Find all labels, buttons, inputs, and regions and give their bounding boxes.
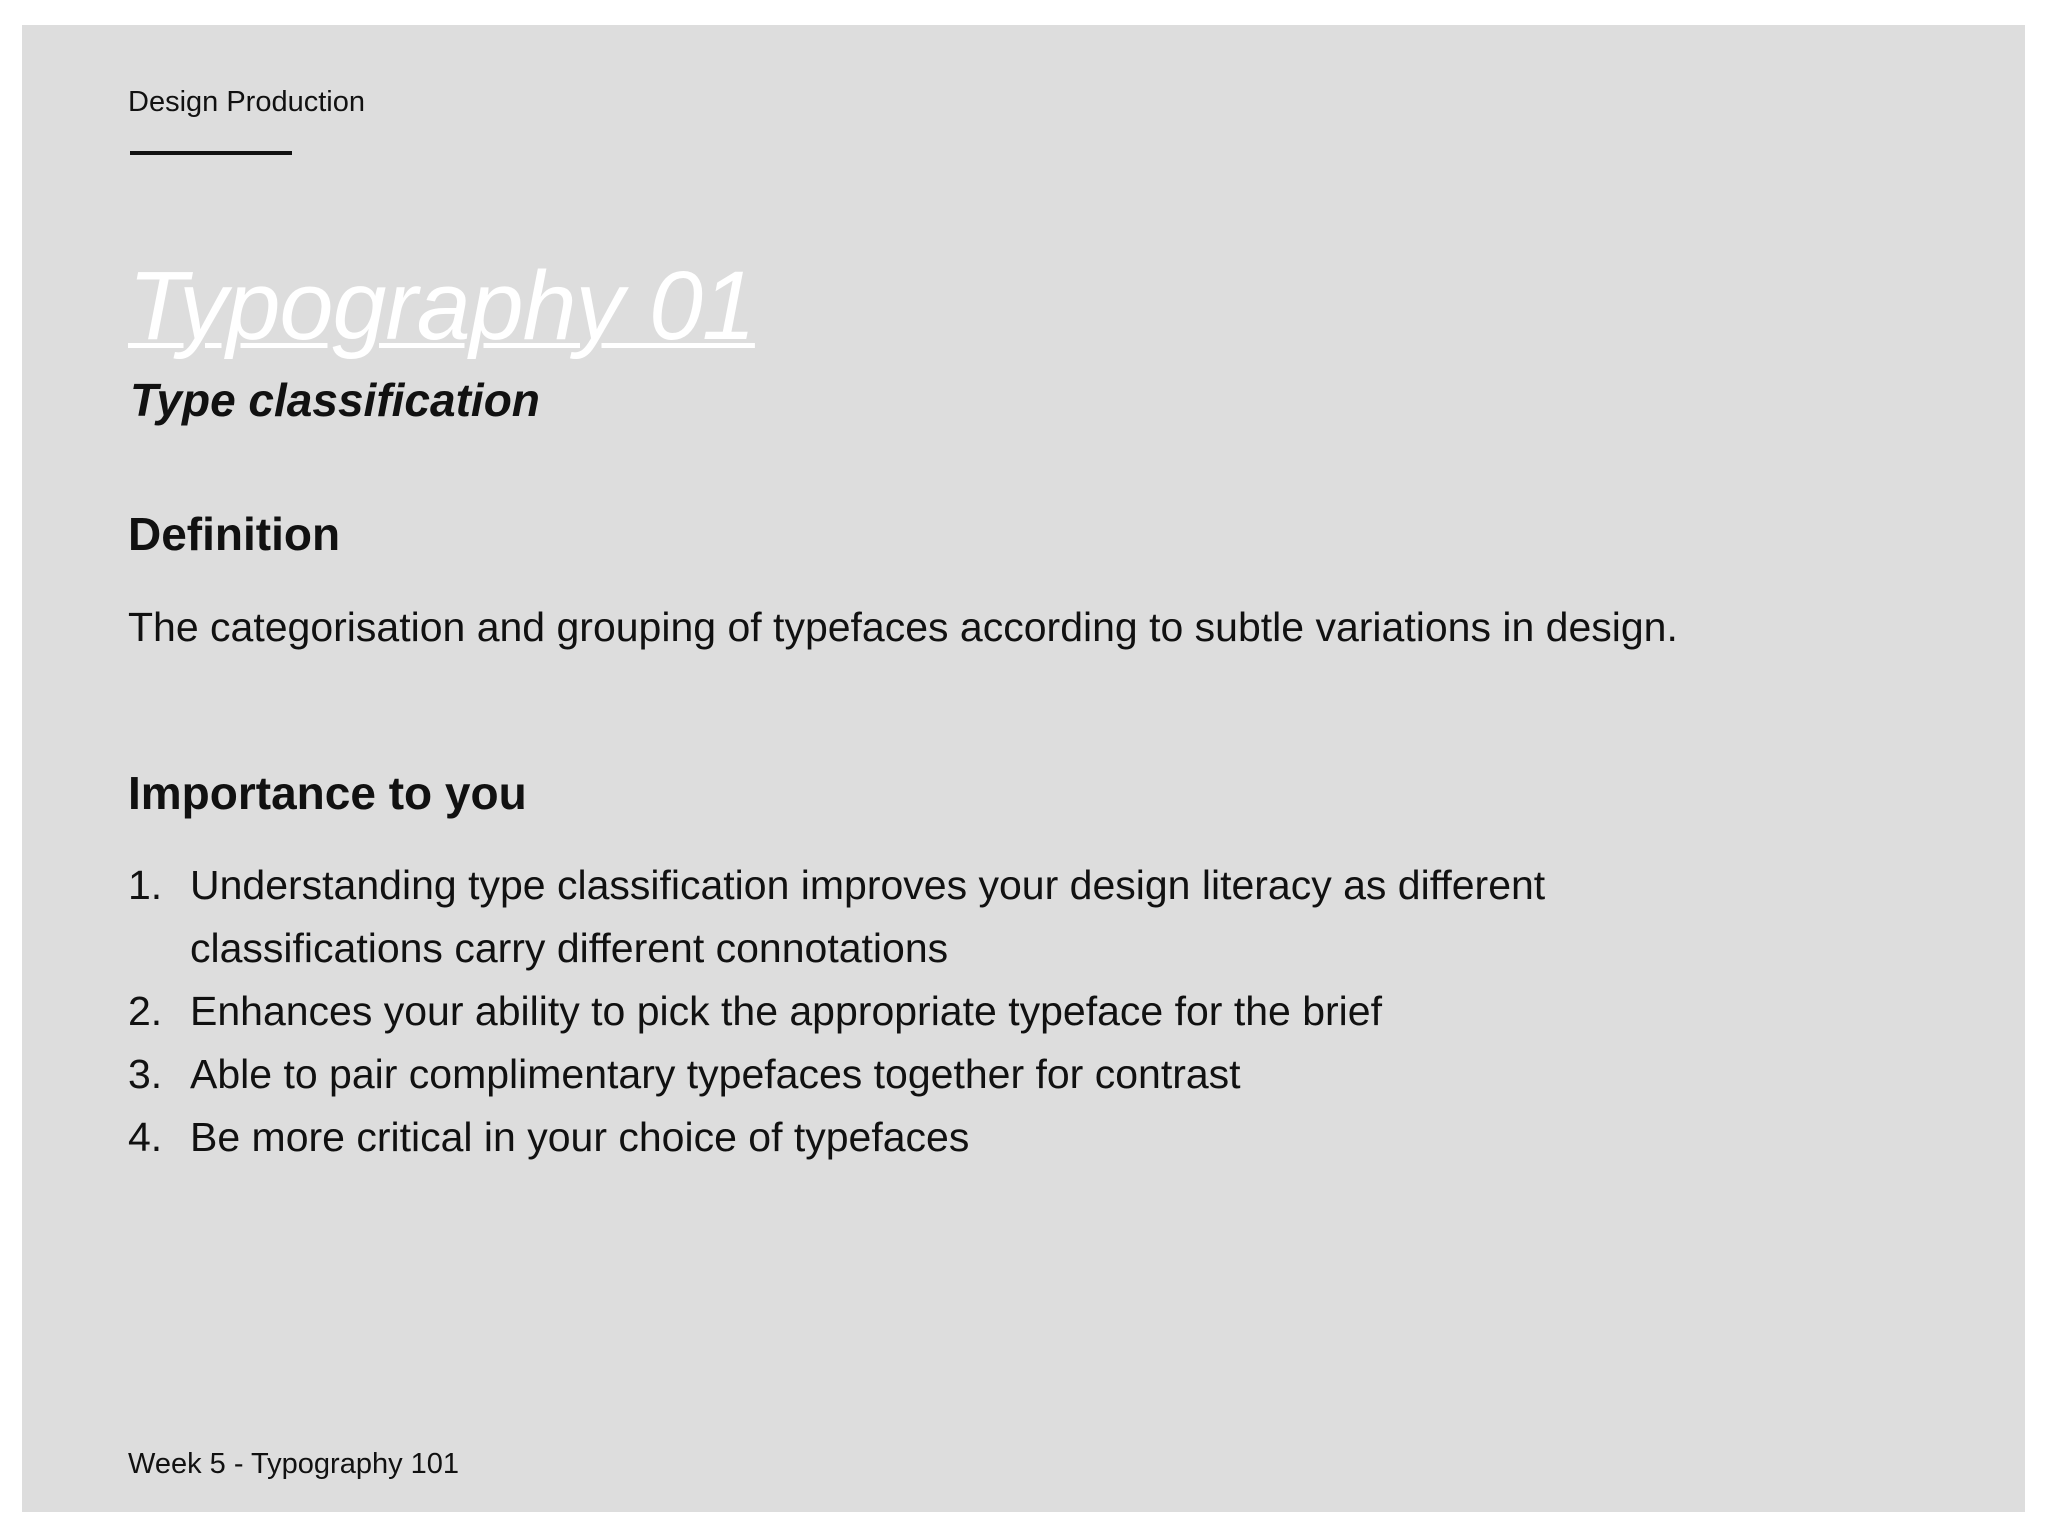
importance-list bbox=[128, 854, 1748, 1169]
importance-heading: Importance to you bbox=[128, 767, 527, 819]
header-divider bbox=[130, 151, 292, 155]
list-item-text: Be more critical in your choice of typefaces bbox=[190, 1114, 970, 1160]
definition-heading: Definition bbox=[128, 508, 341, 560]
list-item-number: 3. bbox=[128, 1051, 163, 1097]
list-item-text: Enhances your ability to pick the appropriate typeface for the brief bbox=[190, 988, 1382, 1034]
slide bbox=[22, 25, 2025, 1512]
list-item-number: 1. bbox=[128, 862, 163, 908]
list-item bbox=[128, 1106, 1748, 1169]
list-item-number: 4. bbox=[128, 1114, 163, 1160]
slide-subtitle: Type classification bbox=[130, 374, 540, 426]
list-item bbox=[128, 980, 1748, 1043]
footer-label: Week 5 - Typography 101 bbox=[128, 1448, 460, 1480]
list-item bbox=[128, 1043, 1748, 1106]
list-item-number: 2. bbox=[128, 988, 163, 1034]
slide-title: Typography 01 bbox=[128, 251, 755, 360]
list-item bbox=[128, 854, 1748, 980]
list-item-text: Able to pair complimentary typefaces together for contrast bbox=[190, 1051, 1241, 1097]
definition-text: The categorisation and grouping of typefaces according to subtle variations in design. bbox=[128, 604, 1678, 650]
list-item-text: Understanding type classification improves your design literacy as different classifications carry different connotations bbox=[190, 862, 1546, 971]
course-label: Design Production bbox=[128, 86, 365, 118]
